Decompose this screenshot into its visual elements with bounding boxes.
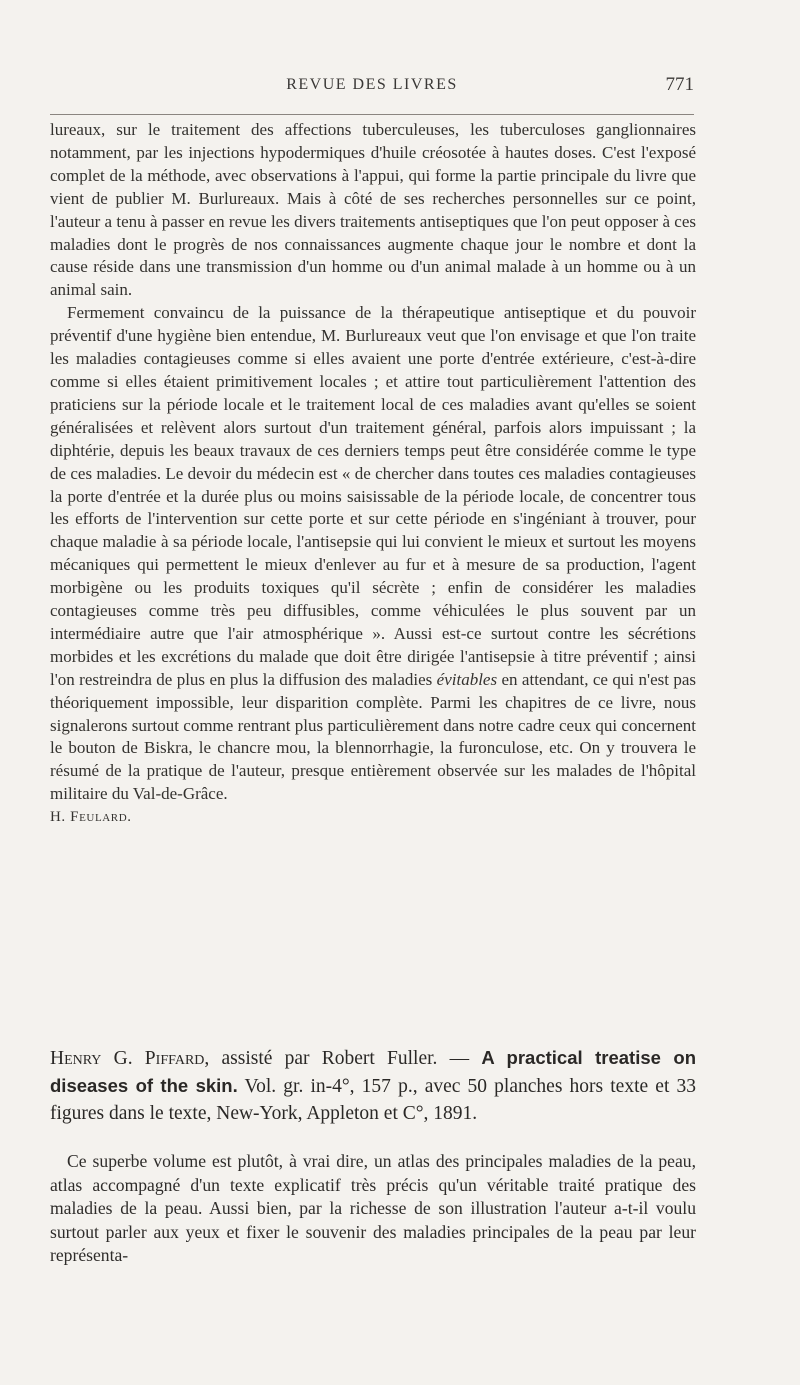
paragraph-1: lureaux, sur le traitement des affections tuberculeuses, les tuberculoses ganglionnaires notamment, par les injections hypodermiques d'huile créosotée à hautes doses. C'est l'exposé complet de la méthode, avec observations à l'appui, qui forme la partie principale du livre que vient de publier M. Burlureaux. Mais à côté de ses recherches personnelles sur ce point, l'auteur a tenu à passer en revue les divers traitements antiseptiques que l'on peut opposer à ces maladies dont le progrès de nos connaissances augmente chaque jour le nombre et dont la cause réside dans une transmission d'un homme ou d'un animal malade à un homme ou à un animal sain. <box>50 120 696 300</box>
signature: H. Feulard. <box>50 809 132 826</box>
page-number: 771 <box>665 74 694 95</box>
article-feulard <box>50 119 696 829</box>
review-body: Ce superbe volume est plutôt, à vrai dire, un atlas des principales maladies de la peau, atlas accompagné d'un texte explicatif très précis qu'un véritable traité pratique des maladies de la peau. Aussi bien, par la richesse de son illustration l'auteur a-t-il voulu surtout parler aux yeux et fixer le souvenir des maladies principales de la peau par leur représenta- <box>50 1151 696 1266</box>
running-header <box>50 76 694 100</box>
review-author: Henry G. Piffard, <box>50 1048 210 1069</box>
paragraph-2-text-a: Fermement convaincu de la puissance de la thérapeutique antiseptique et du pouvoir préventif d'une hygiène bien entendue, M. Burlureaux veut que l'on envisage et que l'on traite les maladies contagieuses comme si elles avaient une porte d'entrée extérieure, c'est-à-dire comme si elles étaient primitivement locales ; et attire tout particulièrement l'attention des praticiens sur la période locale et le traitement local de ces maladies avant qu'elles se soient généralisées et relèvent alors surtout d'un traitement général, parfois alors impuissant ; la diphtérie, depuis les beaux travaux de ces derniers temps peut être considérée comme le type de ces maladies. Le devoir du médecin est « de chercher dans toutes ces maladies contagieuses la porte d'entrée et la durée plus ou moins saisissable de la période locale, de concentrer tous les efforts de l'intervention sur cette porte et sur cette période en s'ingéniant à trouver, pour chaque maladie à sa période locale, l'antisepsie qui lui convient le mieux et surtout les moyens mécaniques qui permettent le mieux d'enlever au fur et à mesure de sa production, l'agent morbigène ou les produits toxiques qu'il sécrète ; enfin de considérer les maladies contagieuses comme très peu diffusibles, comme véhiculées le plus souvent par un intermédiaire autre que l'air atmosphérique ». Aussi est-ce surtout contre les sécrétions morbides et les excrétions du malade que doit être dirigée l'antisepsie à titre préventif ; ainsi l'on restreindra de plus en plus la diffusion des maladies <box>50 303 696 689</box>
review-details: Vol. gr. in-4°, 157 p., avec 50 planches hors texte et 33 figures dans le texte, New-York, Appleton et C°, 1891. <box>50 1076 696 1124</box>
review-heading <box>50 1044 696 1127</box>
header-rule <box>50 114 694 115</box>
review-assist: assisté par Robert Fuller. — <box>209 1048 482 1069</box>
paragraph-2-text-b: en attendant, ce qui n'est pas théoriquement impossible, leur disparition complète. Parmi les chapitres de ce livre, nous signalerons surtout comme rentrant plus particulièrement dans notre cadre ceux qui concernent le bouton de Biskra, le chancre mou, la blennorrhagie, la furonculose, etc. On y trouvera le résumé de la pratique de l'auteur, presque entièrement observée sur les malades de l'hôpital militaire du Val-de-Grâce. <box>50 669 697 804</box>
paragraph-2 <box>50 302 696 806</box>
italic-word-evitables: évitables <box>436 669 498 689</box>
review-book-title: A practical treatise on diseases of the skin. <box>50 1047 697 1096</box>
running-title: REVUE DES LIVRES <box>286 76 458 93</box>
